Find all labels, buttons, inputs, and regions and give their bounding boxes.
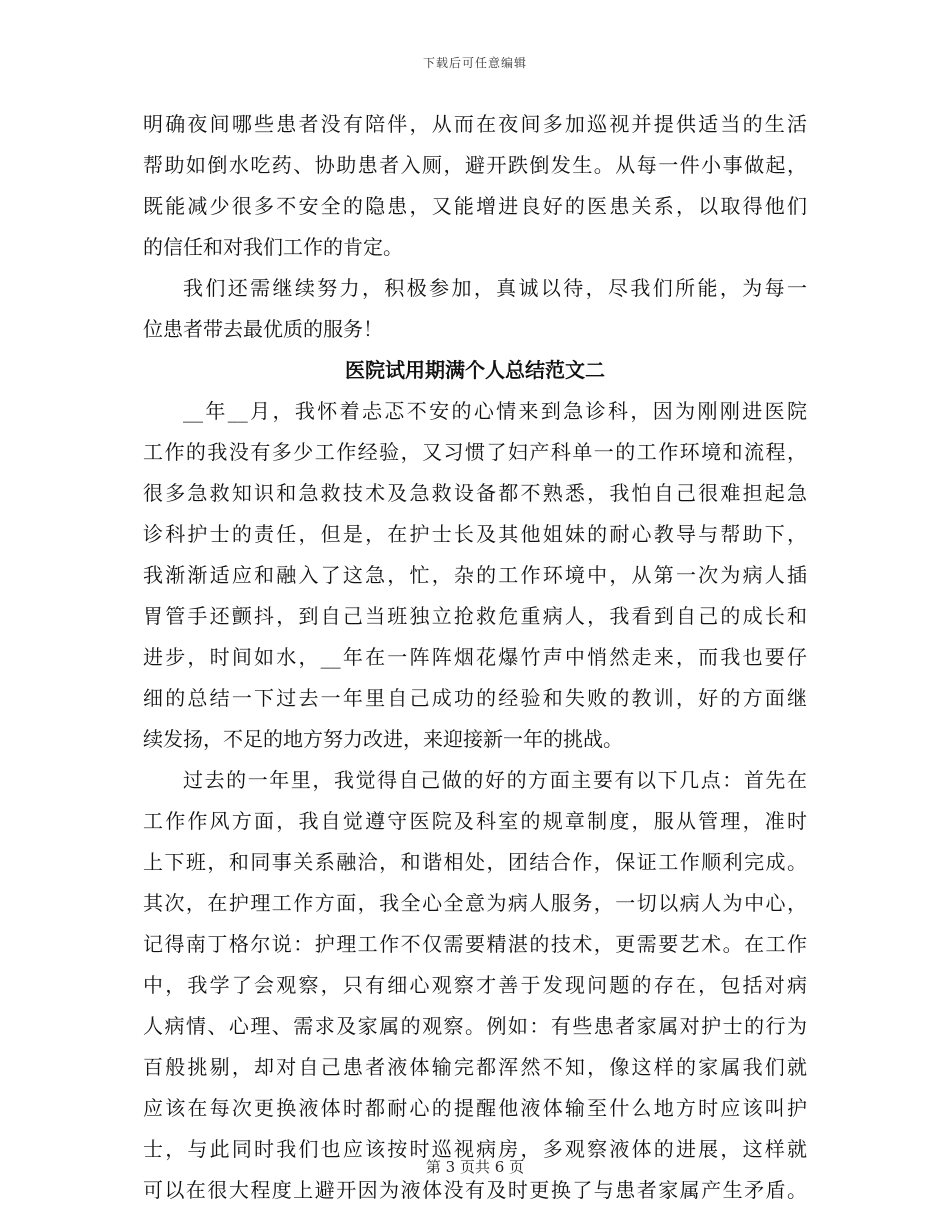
- body-line: 可以在很大程度上避开因为液体没有及时更换了与患者家属产生矛盾。: [143, 1178, 807, 1202]
- body-line: 位患者带去最优质的服务！: [143, 317, 383, 341]
- body-line: 上下班，和同事关系融洽，和谐相处，团结合作，保证工作顺利完成。: [143, 850, 807, 874]
- body-line: 记得南丁格尔说：护理工作不仅需要精湛的技术，更需要艺术。在工作: [143, 932, 807, 956]
- body-line: 工作作风方面，我自觉遵守医院及科室的规章制度，服从管理，准时: [143, 809, 807, 833]
- body-line: 我渐渐适应和融入了这急，忙，杂的工作环境中，从第一次为病人插: [143, 563, 807, 587]
- body-line: 我们还需继续努力，积极参加，真诚以待，尽我们所能，为每一: [183, 276, 807, 300]
- body-line: 既能减少很多不安全的隐患，又能增进良好的医患关系，以取得他们: [143, 194, 807, 218]
- body-line: __年__月，我怀着忐忑不安的心情来到急诊科，因为刚刚进医院: [183, 399, 807, 423]
- body-line: 中，我学了会观察，只有细心观察才善于发现问题的存在，包括对病: [143, 973, 807, 997]
- body-line: 续发扬，不足的地方努力改进，来迎接新一年的挑战。: [143, 727, 623, 751]
- body-line: 进步，时间如水，__年在一阵阵烟花爆竹声中悄然走来，而我也要仔: [143, 645, 807, 669]
- body-line: 应该在每次更换液体时都耐心的提醒他液体输至什么地方时应该叫护: [143, 1096, 807, 1120]
- document-body: [143, 104, 807, 1211]
- body-line: 胃管手还颤抖，到自己当班独立抢救危重病人，我看到自己的成长和: [143, 604, 807, 628]
- body-line: 工作的我没有多少工作经验，又习惯了妇产科单一的工作环境和流程，: [143, 440, 807, 464]
- body-line: 细的总结一下过去一年里自己成功的经验和失败的教训，好的方面继: [143, 686, 807, 710]
- body-line: 其次，在护理工作方面，我全心全意为病人服务，一切以病人为中心，: [143, 891, 807, 915]
- section-title: 医院试用期满个人总结范文二: [345, 358, 605, 382]
- page-header-note: 下载后可任意编辑: [422, 56, 527, 70]
- body-line: 很多急救知识和急救技术及急救设备都不熟悉，我怕自己很难担起急: [143, 481, 807, 505]
- body-line: 明确夜间哪些患者没有陪伴，从而在夜间多加巡视并提供适当的生活: [143, 112, 807, 136]
- body-line: 过去的一年里，我觉得自己做的好的方面主要有以下几点：首先在: [183, 768, 807, 792]
- body-line: 百般挑剔，却对自己患者液体输完都浑然不知，像这样的家属我们就: [143, 1055, 807, 1079]
- body-line: 的信任和对我们工作的肯定。: [143, 235, 403, 259]
- body-line: 人病情、心理、需求及家属的观察。例如：有些患者家属对护士的行为: [143, 1014, 807, 1038]
- body-line: 帮助如倒水吃药、协助患者入厕，避开跌倒发生。从每一件小事做起，: [143, 153, 807, 177]
- page-number: 第 3 页共 6 页: [425, 1158, 525, 1176]
- body-line: 士，与此同时我们也应该按时巡视病房，多观察液体的进展，这样就: [143, 1137, 807, 1161]
- body-line: 诊科护士的责任，但是，在护士长及其他姐妹的耐心教导与帮助下，: [143, 522, 807, 546]
